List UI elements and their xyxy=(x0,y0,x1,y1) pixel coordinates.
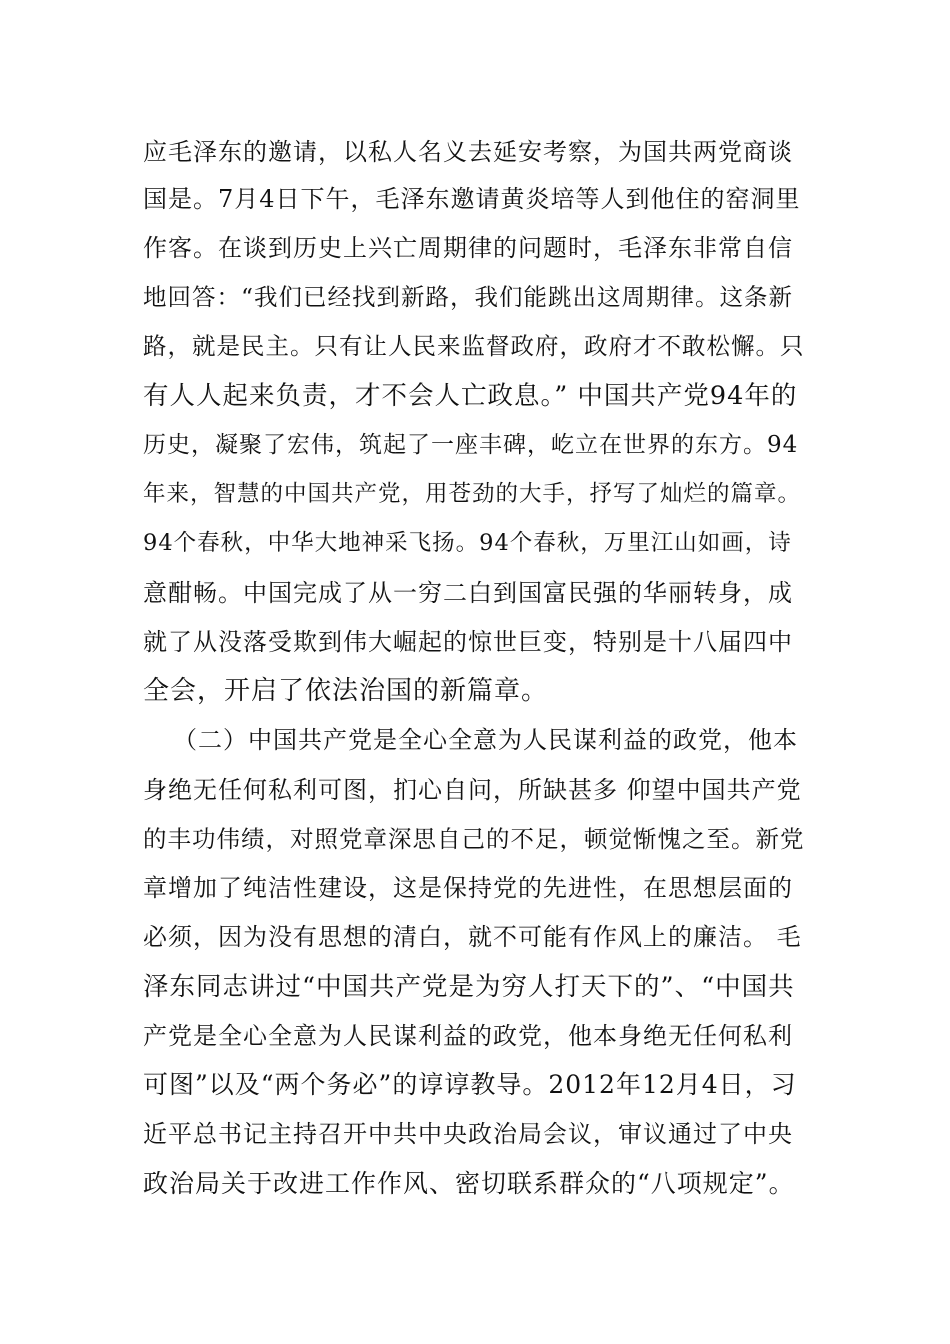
text-line: 身绝无任何私利可图，扪心自问，所缺甚多 仰望中国共产党 xyxy=(143,776,802,804)
text-line: 历史，凝聚了宏伟，筑起了一座丰碑，屹立在世界的东方。94 xyxy=(143,432,799,458)
text-line: 可图”以及“两个务必”的谆谆教导。2012年12月4日，习 xyxy=(143,1070,797,1099)
text-line: 近平总书记主持召开中共中央政治局会议，审议通过了中央 xyxy=(143,1120,793,1148)
text-line: 产党是全心全意为人民谋利益的政党，他本身绝无任何私利 xyxy=(143,1022,793,1050)
text-line: 的丰功伟绩，对照党章深思自己的不足，顿觉惭愧之至。新党 xyxy=(143,825,805,853)
text-line: 国是。7月4日下午，毛泽东邀请黄炎培等人到他住的窑洞里 xyxy=(143,185,801,213)
text-line: 章增加了纯洁性建设，这是保持党的先进性，在思想层面的 xyxy=(143,874,793,902)
text-line: 意酣畅。中国完成了从一穷二白到国富民强的华丽转身，成 xyxy=(143,579,793,607)
text-line: 94个春秋，中华大地神采飞扬。94个春秋，万里江山如画，诗 xyxy=(143,530,792,556)
text-line: 泽东同志讲过“中国共产党是为穷人打天下的”、“中国共 xyxy=(143,972,795,1002)
text-line: （二）中国共产党是全心全意为人民谋利益的政党，他本 xyxy=(173,726,798,754)
text-line: 就了从没落受欺到伟大崛起的惊世巨变，特别是十八届四中 xyxy=(143,628,793,656)
text-line: 路，就是民主。只有让人民来监督政府，政府才不敢松懈。只 xyxy=(143,332,805,360)
text-line: 全会，开启了依法治国的新篇章。 xyxy=(143,676,549,706)
text-line: 必须，因为没有思想的清白，就不可能有作风上的廉洁。 毛 xyxy=(143,923,802,951)
text-line: 年来，智慧的中国共产党，用苍劲的大手，抒写了灿烂的篇章。 xyxy=(143,481,802,507)
text-line: 应毛泽东的邀请，以私人名义去延安考察，为国共两党商谈 xyxy=(143,138,793,166)
text-line: 有人人起来负责，才不会人亡政息。” 中国共产党94年的 xyxy=(143,381,798,411)
text-line: 地回答：“我们已经找到新路，我们能跳出这周期律。这条新 xyxy=(143,283,794,311)
text-line: 作客。在谈到历史上兴亡周期律的问题时，毛泽东非常自信 xyxy=(143,234,793,262)
text-line: 政治局关于改进工作作风、密切联系群众的“八项规定”。 xyxy=(143,1169,795,1198)
